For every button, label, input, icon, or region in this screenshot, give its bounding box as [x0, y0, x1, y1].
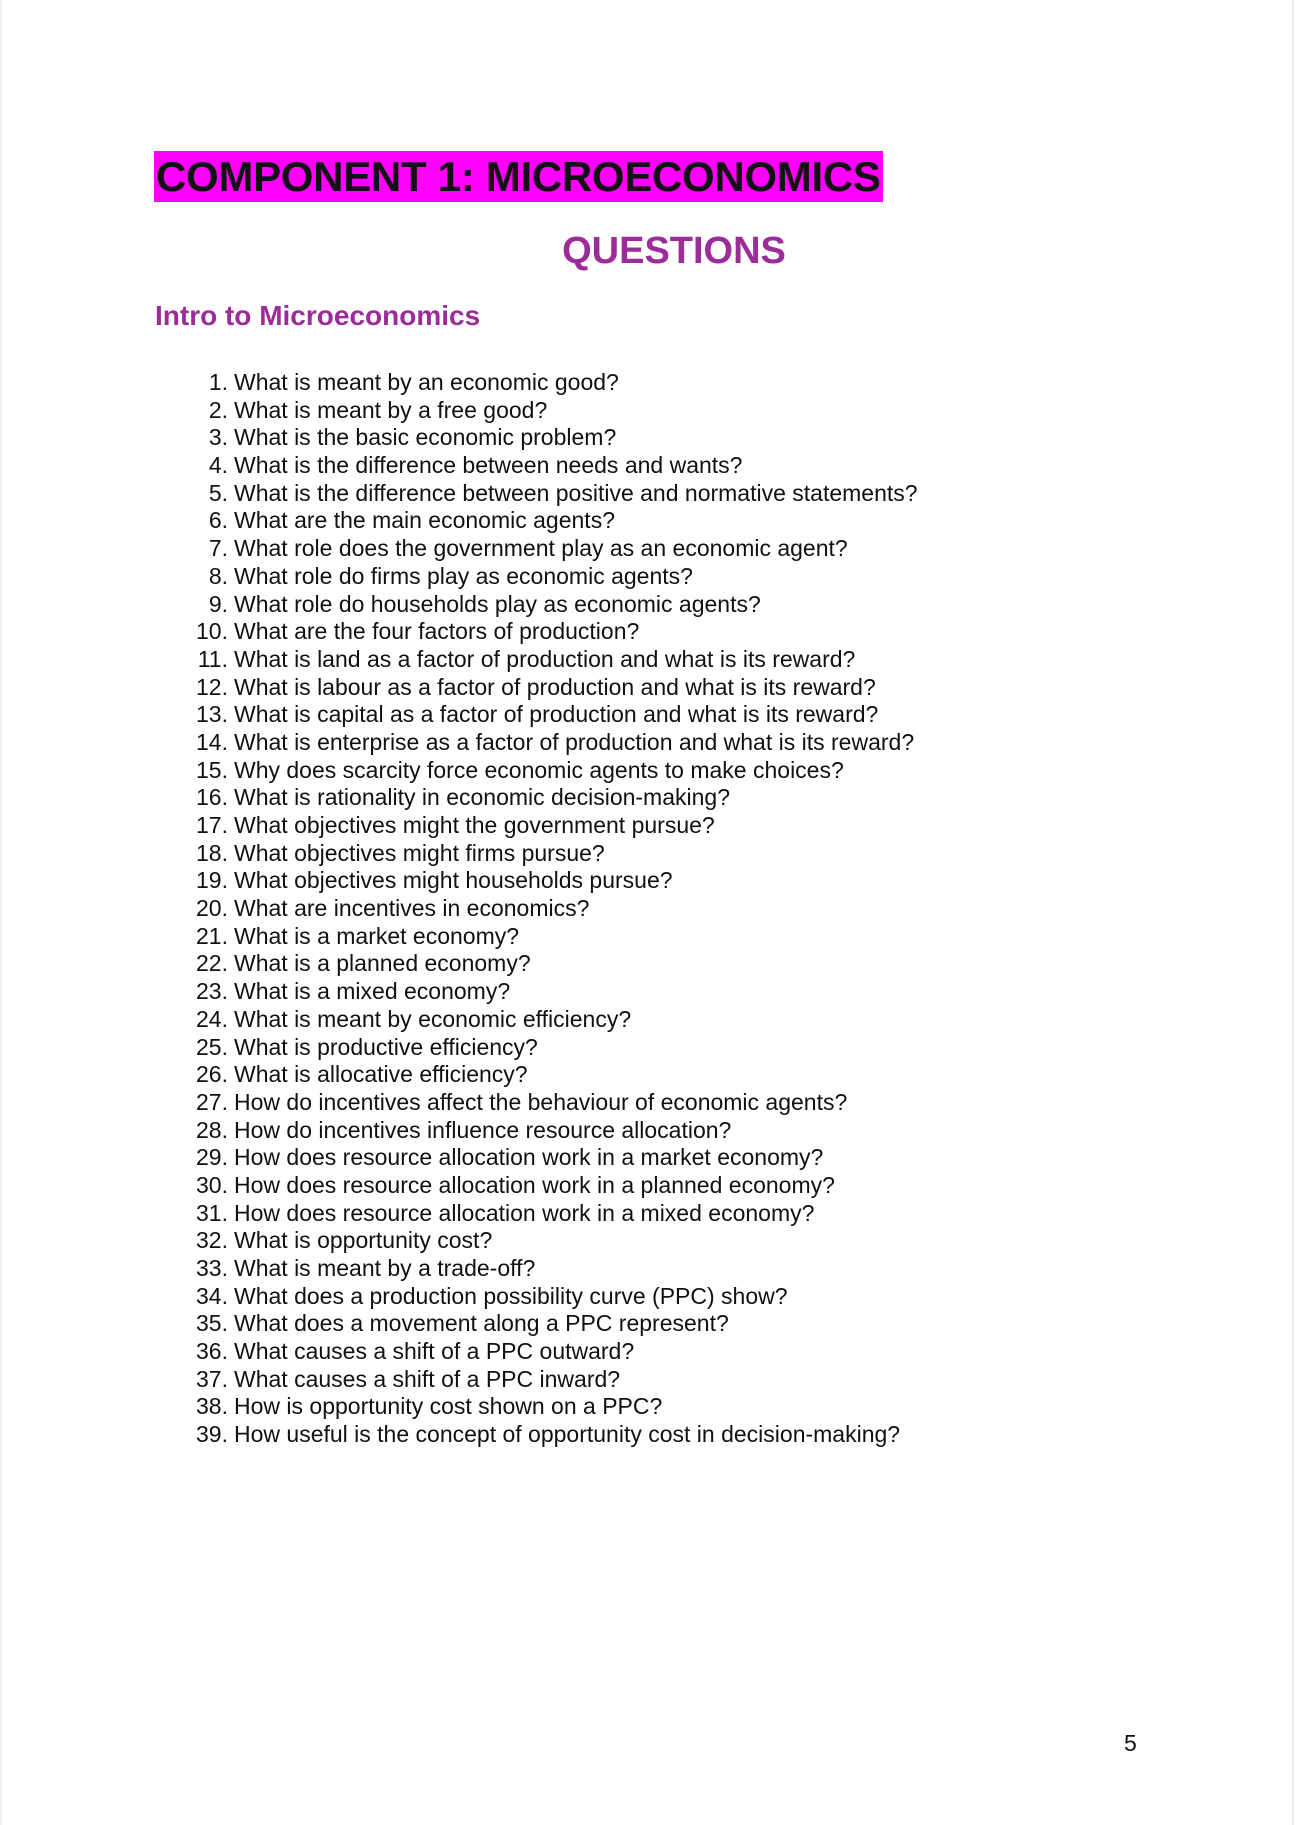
question-item [192, 397, 918, 425]
question-item [192, 480, 918, 508]
question-item [192, 424, 918, 452]
question-text: What objectives might firms pursue? [234, 839, 605, 866]
question-item [192, 1366, 918, 1394]
question-number: 39. [196, 1421, 228, 1448]
question-number: 24. [196, 1005, 228, 1032]
question-text: How does resource allocation work in a planned economy? [234, 1171, 835, 1198]
question-text: What is the basic economic problem? [234, 424, 617, 451]
question-number: 23. [196, 978, 228, 1005]
question-item [192, 757, 918, 785]
question-text: What is a market economy? [234, 922, 520, 949]
question-text: What is productive efficiency? [234, 1033, 538, 1060]
question-number: 32. [196, 1227, 228, 1254]
question-number: 18. [196, 839, 228, 866]
question-item [192, 840, 918, 868]
question-text: How do incentives influence resource allocation? [234, 1116, 732, 1143]
question-number: 1. [208, 369, 228, 395]
question-item [192, 867, 918, 895]
question-number: 17. [196, 812, 228, 838]
question-number: 13. [196, 701, 228, 728]
question-text: How is opportunity cost shown on a PPC? [234, 1393, 663, 1420]
question-text: How useful is the concept of opportunity cost in decision-making? [234, 1421, 901, 1448]
question-number: 8. [208, 562, 228, 589]
question-number: 6. [208, 507, 228, 534]
question-text: What are the four factors of production? [234, 618, 640, 645]
question-text: What does a movement along a PPC represent? [234, 1310, 729, 1337]
question-item [192, 1310, 918, 1338]
question-item [192, 646, 918, 674]
question-number: 19. [196, 867, 228, 894]
question-number: 37. [196, 1365, 228, 1392]
question-item [192, 369, 918, 397]
question-item [192, 1227, 918, 1255]
question-list [192, 369, 918, 1449]
question-number: 15. [196, 756, 228, 783]
question-number: 22. [196, 950, 228, 977]
question-text: What role do households play as economic agents? [234, 590, 761, 617]
question-text: What causes a shift of a PPC inward? [234, 1365, 621, 1392]
question-item [192, 507, 918, 535]
question-text: How do incentives affect the behaviour of economic agents? [234, 1088, 848, 1115]
question-number: 26. [196, 1061, 228, 1088]
question-text: What are incentives in economics? [234, 895, 590, 922]
question-text: Why does scarcity force economic agents to make choices? [234, 756, 844, 783]
question-text: What is the difference between positive and normative statements? [234, 479, 918, 506]
question-item [192, 563, 918, 591]
question-item [192, 1144, 918, 1172]
question-item [192, 950, 918, 978]
question-item [192, 1089, 918, 1117]
question-item [192, 618, 918, 646]
question-number: 7. [208, 535, 228, 562]
question-text: What is a mixed economy? [234, 978, 511, 1005]
question-number: 2. [208, 396, 228, 423]
question-item [192, 591, 918, 619]
question-item [192, 1338, 918, 1366]
question-number: 30. [196, 1171, 228, 1198]
question-number: 29. [196, 1144, 228, 1171]
question-number: 25. [196, 1033, 228, 1060]
question-item [192, 1283, 918, 1311]
question-item [192, 1393, 918, 1421]
question-number: 3. [208, 424, 228, 451]
question-item [192, 535, 918, 563]
question-text: What is labour as a factor of production and what is its reward? [234, 673, 876, 700]
question-text: What is capital as a factor of production and what is its reward? [234, 701, 879, 728]
question-text: What is meant by a free good? [234, 396, 548, 423]
question-item [192, 923, 918, 951]
question-text: What is land as a factor of production and what is its reward? [234, 645, 856, 672]
question-item [192, 1117, 918, 1145]
question-number: 36. [196, 1338, 228, 1365]
question-item [192, 1200, 918, 1228]
question-item [192, 1255, 918, 1283]
question-item [192, 1421, 918, 1449]
question-item [192, 1061, 918, 1089]
question-text: What is meant by economic efficiency? [234, 1005, 632, 1032]
component-title: COMPONENT 1: MICROECONOMICS [156, 153, 881, 200]
question-text: What is a planned economy? [234, 950, 531, 977]
question-number: 35. [196, 1310, 228, 1337]
question-text: What is rationality in economic decision-making? [234, 784, 730, 811]
question-text: What is the difference between needs and wants? [234, 452, 743, 479]
question-item [192, 1034, 918, 1062]
question-number: 11. [197, 645, 228, 672]
question-item [192, 729, 918, 757]
question-number: 5. [208, 479, 228, 506]
question-number: 28. [196, 1116, 228, 1143]
question-item [192, 784, 918, 812]
question-number: 16. [196, 784, 228, 811]
question-number: 33. [196, 1255, 228, 1281]
question-item [192, 701, 918, 729]
question-item [192, 1006, 918, 1034]
question-text: What does a production possibility curve (PPC) show? [234, 1282, 788, 1309]
question-text: What is opportunity cost? [234, 1227, 493, 1254]
question-number: 21. [196, 922, 228, 949]
question-text: What is meant by a trade-off? [234, 1255, 536, 1281]
question-number: 27. [196, 1088, 228, 1115]
question-text: What is enterprise as a factor of production and what is its reward? [234, 728, 915, 755]
question-number: 10. [196, 618, 228, 645]
question-number: 9. [208, 590, 228, 617]
question-item [192, 1172, 918, 1200]
question-item [192, 674, 918, 702]
question-text: How does resource allocation work in a market economy? [234, 1144, 824, 1171]
question-item [192, 895, 918, 923]
question-item [192, 452, 918, 480]
section-heading: Intro to Microeconomics [155, 300, 481, 331]
question-number: 20. [196, 895, 228, 922]
question-text: What role does the government play as an economic agent? [234, 535, 848, 562]
question-item [192, 812, 918, 840]
question-item [192, 978, 918, 1006]
question-text: What objectives might households pursue? [234, 867, 673, 894]
questions-heading: QUESTIONS [562, 230, 786, 272]
question-number: 38. [196, 1393, 228, 1420]
question-number: 34. [196, 1282, 228, 1309]
question-text: What role do firms play as economic agents? [234, 562, 693, 589]
question-number: 12. [196, 673, 228, 700]
question-text: What is meant by an economic good? [234, 369, 619, 395]
question-text: What is allocative efficiency? [234, 1061, 528, 1088]
question-text: What objectives might the government pursue? [234, 812, 715, 838]
question-text: How does resource allocation work in a mixed economy? [234, 1199, 815, 1226]
page-number: 5 [1124, 1730, 1137, 1756]
question-text: What causes a shift of a PPC outward? [234, 1338, 635, 1365]
question-number: 31. [196, 1199, 228, 1226]
question-number: 14. [196, 728, 228, 755]
question-text: What are the main economic agents? [234, 507, 615, 534]
question-number: 4. [208, 452, 228, 479]
